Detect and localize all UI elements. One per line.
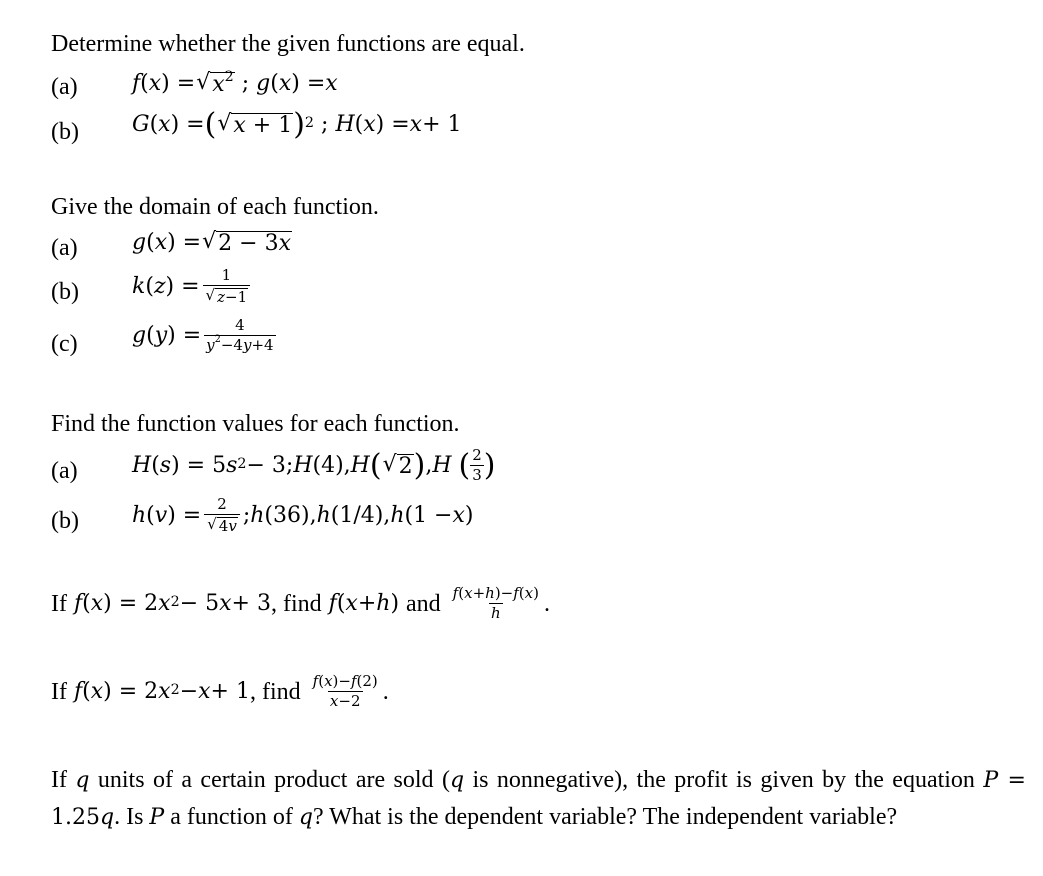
- problem-text: If: [51, 590, 67, 617]
- problem-text: is nonnegative), the profit is given by the equation: [472, 767, 975, 793]
- section-heading: Give the domain of each function.: [51, 194, 379, 220]
- problem-text: units of a certain product are sold (: [97, 767, 450, 793]
- word-problem: If q units of a certain product are sold (q is nonnegative), the profit is given by the equation P = 1.25q. Is P a function of q? What is the dependent variable? The independent variable?: [51, 767, 1026, 830]
- problem-text: If: [51, 678, 67, 705]
- problem-text: , find: [249, 678, 301, 705]
- problem-statement: If f ( x ) = 2 x $^2$ − x + 1 , find $\frac{f(x)-f(2)}{x-2}$ .: [51, 672, 389, 710]
- problem-text: .: [382, 678, 389, 705]
- section-heading: Find the function values for each function.: [51, 411, 460, 437]
- math-equation: k ( z ) = 1 √ z−1: [132, 268, 253, 305]
- math-equation: H ( s ) = 5 s $^2$ − 3; H (4), H ( √ 2 ) , H ( $\frac{2}{3}$ ): [132, 446, 496, 484]
- problem-text: , find: [270, 590, 322, 617]
- problem-text: .: [543, 590, 550, 617]
- item-label: (b): [51, 508, 79, 534]
- math-equation: h ( v ) = 2 √ 4v ; h (36), h (1/4), h (1 − x ): [132, 495, 474, 535]
- math-equation: g ( y ) = $\frac{4}{y^2-4y+4}$: [132, 316, 274, 354]
- problem-text: a function of: [170, 804, 293, 830]
- item-label: (a): [51, 235, 78, 261]
- problem-statement: If f ( x ) = 2 x $^2$ − 5 x + 3 , find f ( x + h ) and $\frac{f(x+h)-f(x)}{h}$ .: [51, 584, 550, 622]
- item-label: (a): [51, 74, 78, 100]
- item-label: (b): [51, 279, 79, 305]
- math-equation: f ( x ) = √ $x^2$ ; g ( x ) = x: [132, 68, 338, 97]
- math-equation: G ( x ) = ( √ x + 1 ) $^2$ ; H ( x ) = x + 1: [132, 107, 462, 142]
- item-label: (a): [51, 458, 78, 484]
- item-label: (b): [51, 119, 79, 145]
- item-label: (c): [51, 331, 78, 357]
- math-equation: g ( x ) = √ 2 − 3x: [132, 229, 291, 256]
- problem-text: . Is: [114, 804, 144, 830]
- problem-text: If: [51, 767, 67, 793]
- problem-text: ? What is the dependent variable? The independent variable?: [312, 804, 898, 830]
- section-heading: Determine whether the given functions are equal.: [51, 31, 525, 57]
- problem-text: and: [406, 590, 441, 617]
